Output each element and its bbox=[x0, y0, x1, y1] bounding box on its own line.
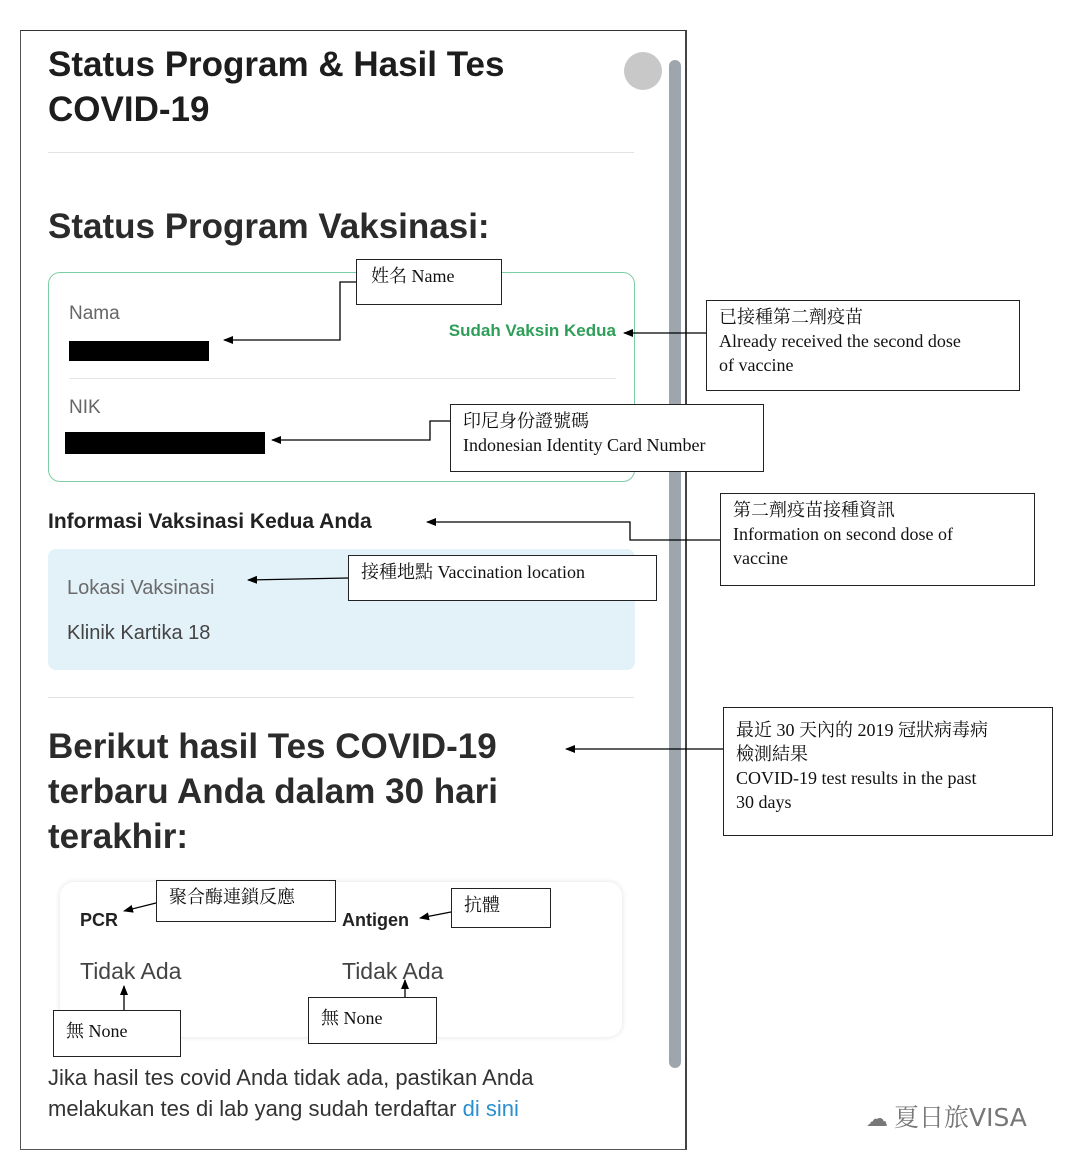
annotation-status-en: Already received the second dose bbox=[719, 331, 961, 351]
scroll-handle[interactable] bbox=[624, 52, 662, 90]
card-divider bbox=[69, 378, 616, 379]
status-badge: Sudah Vaksin Kedua bbox=[448, 321, 616, 340]
annotation-test-results bbox=[723, 707, 1053, 836]
annotation-location-text: 接種地點 Vaccination location bbox=[361, 562, 585, 582]
annotation-test-zh: 最近 30 天內的 2019 冠狀病毒病 bbox=[736, 720, 988, 740]
wechat-icon: ☁ bbox=[866, 1107, 888, 1132]
annotation-none-text: 無 None bbox=[321, 1008, 383, 1028]
annotation-name bbox=[356, 259, 502, 305]
page-title: Status Program & Hasil Tes COVID-19 bbox=[48, 45, 505, 129]
annotation-pcr bbox=[156, 880, 336, 922]
annotation-info-en: Information on second dose of bbox=[733, 524, 953, 544]
annotation-location bbox=[348, 555, 657, 601]
help-note-text: Jika hasil tes covid Anda tidak ada, pastikan Anda melakukan tes di lab yang sudah terdaftar bbox=[48, 1065, 534, 1121]
location-label: Lokasi Vaksinasi bbox=[67, 577, 215, 599]
annotation-nik-zh: 印尼身份證號碼 bbox=[463, 411, 589, 431]
annotation-status-en: of vaccine bbox=[719, 355, 794, 375]
location-value: Klinik Kartika 18 bbox=[67, 622, 211, 644]
test-results-heading: Berikut hasil Tes COVID-19 terbaru Anda dalam 30 hari terakhir: bbox=[48, 727, 498, 856]
annotation-nik-en: Indonesian Identity Card Number bbox=[463, 435, 706, 455]
name-label: Nama bbox=[69, 303, 120, 324]
annotation-pcr-text: 聚合酶連鎖反應 bbox=[169, 887, 295, 907]
annotation-none-pcr bbox=[53, 1010, 181, 1057]
annotation-status bbox=[706, 300, 1020, 391]
annotation-test-en: COVID-19 test results in the past bbox=[736, 768, 977, 788]
annotation-name-text: 姓名 Name bbox=[371, 266, 455, 286]
annotation-status-zh: 已接種第二劑疫苗 bbox=[719, 307, 863, 327]
vaccine-status-heading: Status Program Vaksinasi: bbox=[48, 207, 490, 246]
annotation-none-text: 無 None bbox=[66, 1021, 128, 1041]
annotation-test-en: 30 days bbox=[736, 792, 792, 812]
pcr-label: PCR bbox=[80, 910, 119, 930]
annotation-test-zh: 檢測結果 bbox=[736, 744, 808, 764]
redacted-nik bbox=[65, 432, 265, 454]
annotation-info-en: vaccine bbox=[733, 548, 788, 568]
annotation-info-zh: 第二劑疫苗接種資訊 bbox=[733, 500, 895, 520]
second-dose-heading: Informasi Vaksinasi Kedua Anda bbox=[48, 510, 372, 533]
antigen-label: Antigen bbox=[342, 910, 409, 930]
registered-labs-link[interactable]: di sini bbox=[462, 1096, 519, 1121]
pcr-value: Tidak Ada bbox=[80, 958, 182, 984]
annotation-antigen bbox=[451, 888, 551, 928]
scrollbar[interactable] bbox=[669, 60, 681, 1068]
annotation-antigen-text: 抗體 bbox=[464, 895, 500, 915]
nik-label: NIK bbox=[69, 397, 101, 418]
antigen-value: Tidak Ada bbox=[342, 958, 444, 984]
annotation-none-antigen bbox=[308, 997, 437, 1044]
divider bbox=[48, 697, 634, 698]
annotation-nik bbox=[450, 404, 764, 472]
divider bbox=[48, 152, 634, 153]
watermark-text: 夏日旅VISA bbox=[894, 1103, 1027, 1132]
annotation-second-dose bbox=[720, 493, 1035, 586]
redacted-name bbox=[69, 341, 209, 361]
watermark bbox=[866, 1098, 1027, 1134]
help-note bbox=[48, 1062, 638, 1124]
